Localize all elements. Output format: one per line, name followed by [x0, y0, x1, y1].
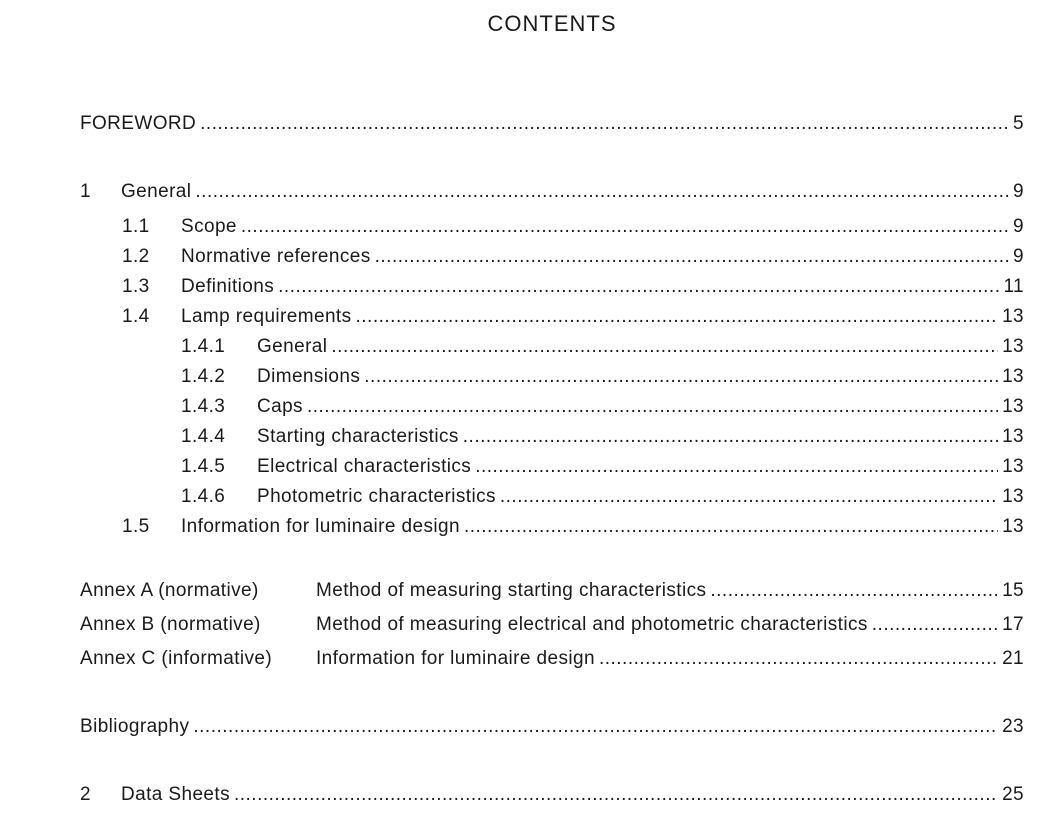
toc-entry-section-1-4-6[interactable] [181, 486, 1024, 512]
toc-label: General [257, 336, 328, 357]
toc-leader-dots [200, 113, 1009, 135]
toc-number: 1 [80, 181, 91, 202]
toc-label: Lamp requirements [181, 306, 352, 327]
toc-entry-section-1-4-1[interactable] [181, 336, 1024, 362]
toc-leader-dots [375, 246, 1009, 268]
toc-page-number: 13 [1002, 336, 1024, 357]
toc-page-number: 13 [1002, 456, 1024, 477]
toc-number: 1.3 [122, 276, 150, 297]
toc-label: Photometric characteristics [257, 486, 496, 507]
toc-number: 1.4.4 [181, 426, 226, 447]
toc-page-number: 13 [1002, 306, 1024, 327]
toc-entry-annex-a[interactable] [80, 580, 1024, 606]
toc-entry-foreword[interactable] [80, 113, 1024, 139]
toc-entry-annex-b[interactable] [80, 614, 1024, 640]
toc-entry-section-1-2[interactable] [122, 246, 1024, 272]
toc-entry-bibliography[interactable] [80, 716, 1024, 742]
toc-label: Scope [181, 216, 237, 237]
toc-entry-section-1-4-4[interactable] [181, 426, 1024, 452]
toc-page-number: 5 [1013, 113, 1024, 134]
page-title: CONTENTS [487, 11, 617, 36]
toc-entry-section-1-1[interactable] [122, 216, 1024, 242]
toc-entry-section-1-5[interactable] [122, 516, 1024, 542]
toc-leader-dots [710, 580, 998, 602]
toc-annex-label: Annex A (normative) [80, 580, 259, 601]
toc-entry-section-1-3[interactable] [122, 276, 1024, 302]
toc-leader-dots [464, 516, 998, 538]
toc-number: 1.5 [122, 516, 150, 537]
toc-leader-dots [364, 366, 998, 388]
toc-label: Bibliography [80, 716, 190, 737]
toc-label: Method of measuring starting characteristics [316, 580, 707, 601]
toc-leader-dots [356, 306, 999, 328]
toc-leader-dots [463, 426, 998, 448]
toc-entry-section-2[interactable] [80, 784, 1024, 810]
toc-page-number: 11 [1003, 276, 1024, 297]
toc-page-number: 9 [1013, 216, 1024, 237]
toc-label: Caps [257, 396, 303, 417]
toc-number: 1.4.6 [181, 486, 226, 507]
toc-entry-section-1-4-3[interactable] [181, 396, 1024, 422]
toc-label: Method of measuring electrical and photometric characteristics [316, 614, 868, 635]
toc-page-number: 15 [1002, 580, 1024, 601]
toc-label: Starting characteristics [257, 426, 459, 447]
toc-leader-dots [872, 614, 998, 636]
toc-label: Definitions [181, 276, 275, 297]
toc-leader-dots [234, 784, 998, 806]
toc-label: Electrical characteristics [257, 456, 472, 477]
toc-number: 1.1 [122, 216, 150, 237]
toc-number: 1.4.1 [181, 336, 226, 357]
toc-leader-dots [307, 396, 998, 418]
toc-page-number: 17 [1002, 614, 1024, 635]
toc-page-number: 9 [1013, 181, 1024, 202]
toc-leader-dots [195, 181, 1009, 203]
toc-number: 1.4.2 [181, 366, 226, 387]
toc-page-number: 23 [1002, 716, 1024, 737]
toc-page-number: 13 [1002, 396, 1024, 417]
toc-entry-section-1-4-5[interactable] [181, 456, 1024, 482]
toc-label: Dimensions [257, 366, 361, 387]
toc-label: FOREWORD [80, 113, 197, 134]
toc-leader-dots [475, 456, 998, 478]
toc-entry-section-1[interactable] [80, 181, 1024, 207]
toc-page-number: 25 [1002, 784, 1024, 805]
toc-page-number: 13 [1002, 516, 1024, 537]
toc-annex-label: Annex C (informative) [80, 648, 273, 669]
toc-page-number: 21 [1002, 648, 1024, 669]
toc-leader-dots [193, 716, 998, 738]
toc-label: Information for luminaire design [181, 516, 460, 537]
toc-page-number: 13 [1002, 486, 1024, 507]
toc-label: Normative references [181, 246, 371, 267]
toc-page-number: 9 [1013, 246, 1024, 267]
toc-page-number: 13 [1002, 366, 1024, 387]
toc-entry-annex-c[interactable] [80, 648, 1024, 674]
toc-number: 1.4.3 [181, 396, 226, 417]
toc-number: 1.4 [122, 306, 150, 327]
toc-entry-section-1-4-2[interactable] [181, 366, 1024, 392]
toc-page-number: 13 [1002, 426, 1024, 447]
toc-number: 2 [80, 784, 91, 805]
toc-leader-dots [599, 648, 998, 670]
toc-leader-dots [278, 276, 999, 298]
toc-number: 1.2 [122, 246, 150, 267]
toc-leader-dots [241, 216, 1009, 238]
toc-label: Data Sheets [121, 784, 230, 805]
toc-annex-label: Annex B (normative) [80, 614, 261, 635]
toc-entry-section-1-4[interactable] [122, 306, 1024, 332]
toc-number: 1.4.5 [181, 456, 226, 477]
toc-label: General [121, 181, 192, 202]
toc-leader-dots [331, 336, 998, 358]
toc-label: Information for luminaire design [316, 648, 595, 669]
toc-leader-dots [500, 486, 998, 508]
